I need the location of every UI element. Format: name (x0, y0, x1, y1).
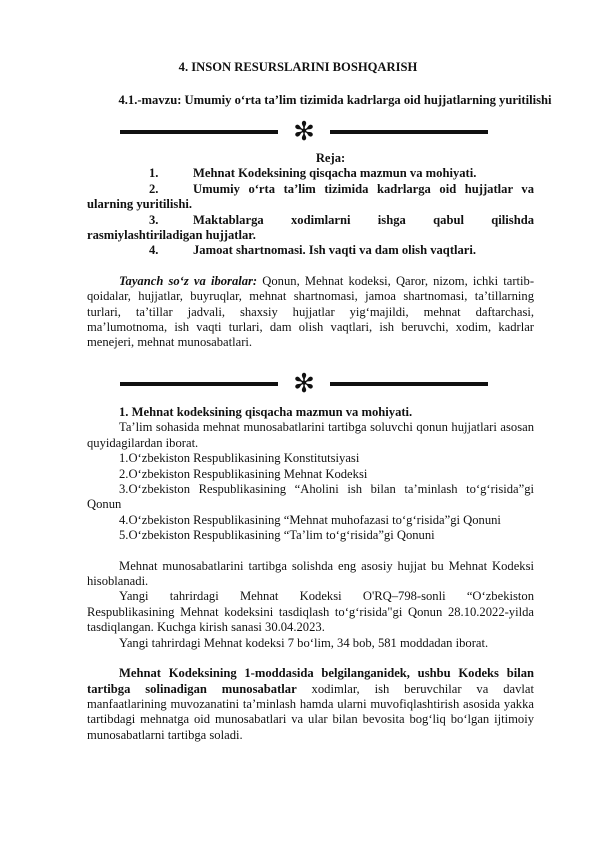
section-heading: 1. Mehnat kodeksining qisqacha mazmun va mohiyati. (119, 405, 413, 419)
asterisk-ornament-icon: ✻ (293, 117, 315, 147)
article-1-text: xodimlar, ish beruvchilar va davlat manfaatlarining muvozanatini ta’minlash hamda ularni muvofiqlashtirish asosida yakka tartibdagi mehnatga oid munosabatlari va ular bilan bevosita bog‘liq bo‘lgan ijtimoiy munosabatlarni tartibga soladi. (87, 681, 534, 742)
law-list-item: 5.O‘zbekiston Respublikasining “Ta’lim to‘g‘risida”gi Qonuni (119, 528, 435, 543)
law-list-item: 1.O‘zbekiston Respublikasining Konstitutsiyasi (119, 451, 360, 466)
keywords-label: Tayanch so‘z va iboralar: (119, 273, 258, 288)
divider-line-right (330, 382, 488, 386)
section-intro: Ta’lim sohasida mehnat munosabatlarini tartibga soluvchi qonun hujjatlari asosan quyidagilardan iborat. (87, 420, 534, 450)
divider-line-left (120, 130, 278, 134)
topic-title: 4.1.-mavzu: Umumiy o‘rta ta’lim tizimida kadrlarga oid hujjatlarning yuritilishi (118, 93, 552, 107)
divider-top (120, 117, 488, 147)
law-list-item: 2.O‘zbekiston Respublikasining Mehnat Kodeksi (119, 466, 368, 481)
plan-item-3: 3. Maktablarga xodimlarni ishga qabul qilishda rasmiylashtiriladigan hujjatlar. (87, 212, 534, 243)
divider-line-left (120, 382, 278, 386)
paragraph-article-1 (87, 666, 534, 743)
section-1 (87, 405, 534, 743)
law-list-item: 3.O‘zbekiston Respublikasining “Aholini ish bilan ta’minlash to‘g‘risida”gi Qonun (87, 482, 534, 512)
plan-item-1: 1. Mehnat Kodeksining qisqacha mazmun va mohiyati. (149, 166, 477, 181)
keywords-text: Qonun, Mehnat kodeksi, Qaror, nizom, ichki tartib-qoidalar, hujjatlar, buyruqlar, mehnat shartnomasi, jamoa shartnomasi, ta’tillarning turlari, ta’tillar jadvali, shaxsiy hujjatlar yig‘majildi, mehnat daftarchasi, ma’lumotnoma, ish vaqti turlari, dam olish vaqtlari, ish beruvchi, xodim, kadrlar menejeri, mehnat munosabatlari. (87, 273, 535, 350)
divider-line-right (330, 130, 488, 134)
law-list-item: 4.O‘zbekiston Respublikasining “Mehnat muhofazasi to‘g‘risida”gi Qonuni (119, 512, 501, 527)
divider-bottom (120, 369, 488, 399)
reja-block (87, 151, 534, 351)
plan-item-2: 2. Umumiy o‘rta ta’lim tizimida kadrlarga oid hujjatlar va ularning yuritilishi. (87, 181, 534, 212)
plan-item-4: 4. Jamoat shartnomasi. Ish vaqti va dam olish vaqtlari. (149, 243, 477, 258)
article-1-bold-lead: Mehnat Kodeksining 1-moddasida belgilanganidek, ushbu Kodeks bilan tartibga solinadigan munosabatlar (87, 666, 534, 696)
paragraph-structure: Yangi tahrirdagi Mehnat kodeksi 7 bo‘lim, 34 bob, 581 moddadan iborat. (119, 635, 489, 650)
paragraph-new-edition: Yangi tahrirdagi Mehnat Kodeksi O'RQ–798-sonli “O‘zbekiston Respublikasining Mehnat kodeksini tasdiqlash to‘g‘risida"gi Qonun 28.10.2022-yilda tasdiqlangan. Kuchga kirish sanasi 30.04.2023. (87, 589, 534, 635)
reja-title: Reja: (315, 151, 346, 165)
paragraph-main-document: Mehnat munosabatlarini tartibga solishda eng asosiy hujjat bu Mehnat Kodeksi hisoblanadi. (87, 558, 534, 589)
asterisk-ornament-icon: ✻ (293, 369, 315, 399)
keywords-paragraph (87, 274, 534, 351)
chapter-title: 4. INSON RESURSLARINI BOSHQARISH (178, 60, 418, 74)
